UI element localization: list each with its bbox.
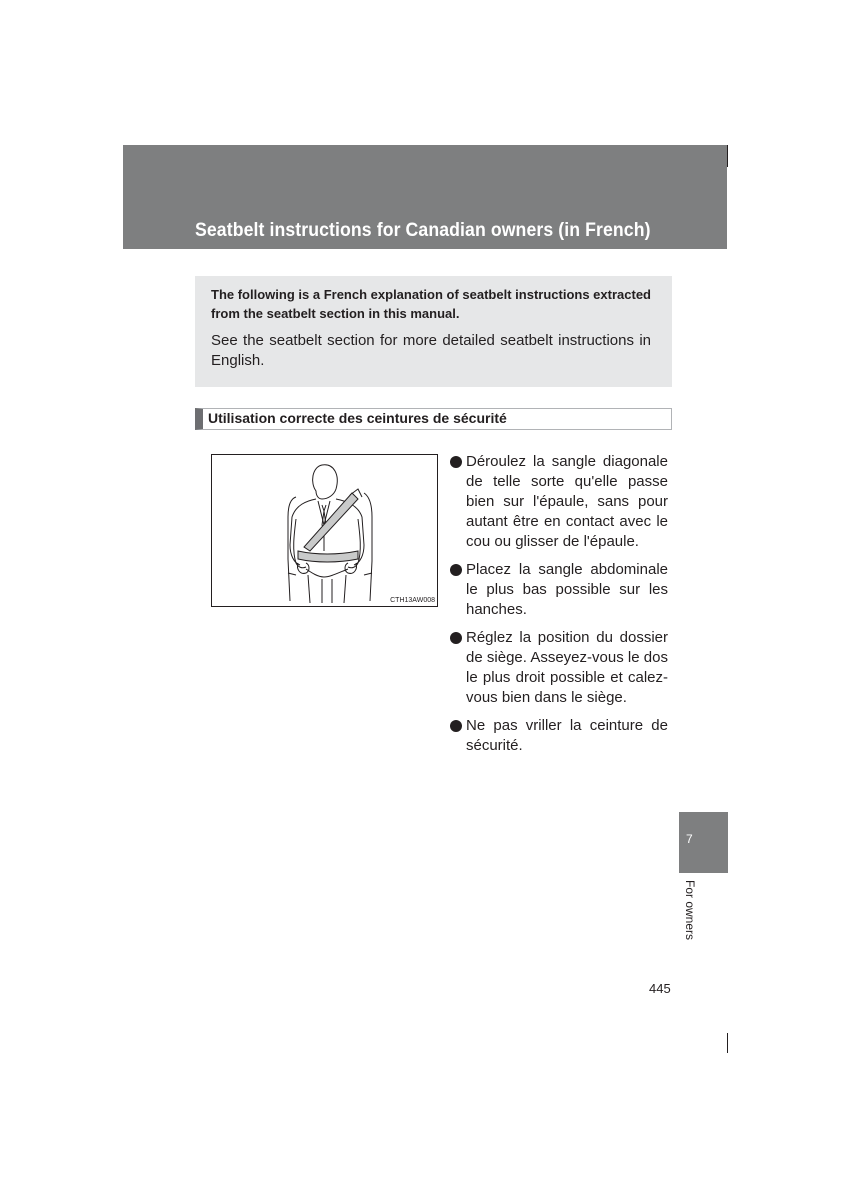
intro-note-box <box>195 276 672 387</box>
figure-code: CTH13AW008 <box>390 597 435 604</box>
intro-bold-text: The following is a French explanation of seatbelt instructions extracted from the seatbelt section in this manual. <box>211 287 651 321</box>
bullet-icon <box>450 564 462 576</box>
list-item <box>450 560 668 620</box>
crop-mark-top <box>727 145 728 167</box>
list-item <box>450 716 668 756</box>
list-item <box>450 628 668 708</box>
chapter-label: For owners <box>683 880 697 941</box>
section-heading: Utilisation correcte des ceintures de sécurité <box>195 408 672 430</box>
bullet-icon <box>450 456 462 468</box>
seated-person-drawing <box>212 455 439 608</box>
intro-normal-text: See the seatbelt section for more detailed seatbelt instructions in English. <box>211 332 651 369</box>
page-title: Seatbelt instructions for Canadian owners (in French) <box>195 220 651 241</box>
seatbelt-illustration <box>211 454 438 607</box>
instruction-list <box>450 452 668 764</box>
list-item <box>450 452 668 552</box>
page-number: 445 <box>649 981 671 996</box>
chapter-header-band <box>123 145 727 249</box>
chapter-number: 7 <box>686 832 693 846</box>
list-item-text: Ne pas vriller la ceinture de sécurité. <box>466 717 668 754</box>
list-item-text: Déroulez la sangle diagonale de telle sorte qu'elle passe bien sur l'épaule, sans pour autant être en contact avec le cou ou glisser de l'épaule. <box>466 453 668 550</box>
bullet-icon <box>450 632 462 644</box>
crop-mark-bottom <box>727 1033 728 1053</box>
list-item-text: Réglez la position du dossier de siège. Asseyez-vous le dos le plus droit possible et calez-vous bien dans le siège. <box>466 629 668 706</box>
bullet-icon <box>450 720 462 732</box>
chapter-tab <box>679 812 728 873</box>
list-item-text: Placez la sangle abdominale le plus bas possible sur les hanches. <box>466 561 668 618</box>
